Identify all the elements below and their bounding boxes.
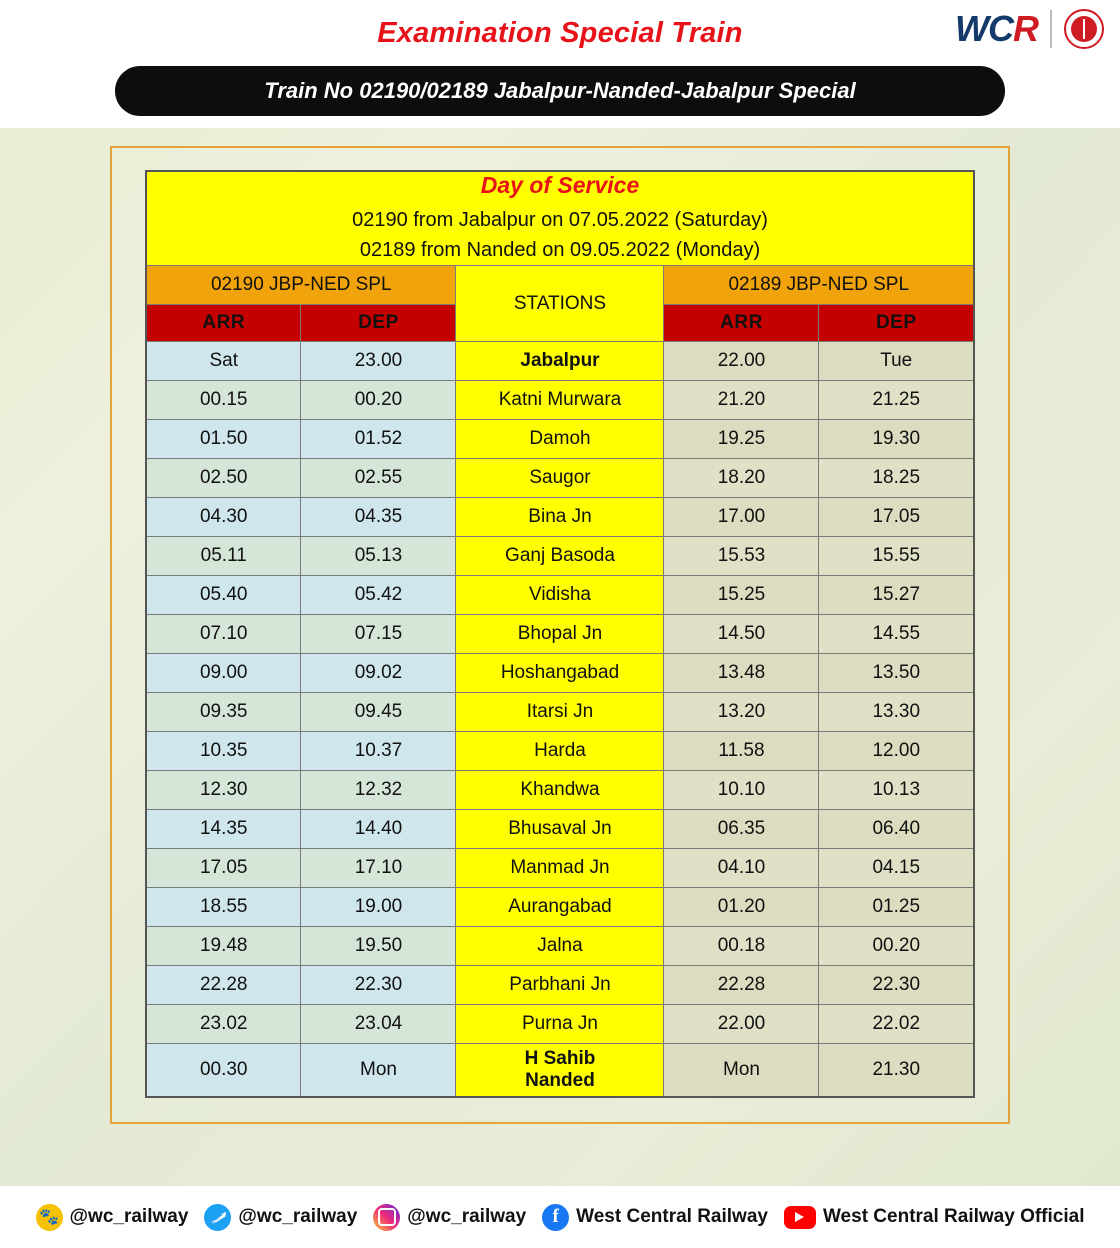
cell-station: Bhopal Jn — [456, 615, 664, 654]
cell-station: Jalna — [456, 927, 664, 966]
cell-left-arr: 05.11 — [146, 537, 301, 576]
table-row — [146, 771, 974, 810]
cell-station: Itarsi Jn — [456, 693, 664, 732]
timetable — [145, 170, 975, 1098]
table-row — [146, 1044, 974, 1097]
cell-left-arr: 12.30 — [146, 771, 301, 810]
cell-left-dep: 14.40 — [301, 810, 456, 849]
cell-left-dep: Mon — [301, 1044, 456, 1097]
cell-left-dep: 22.30 — [301, 966, 456, 1005]
koo-icon: 🐾 — [36, 1204, 63, 1231]
cell-right-arr: 22.00 — [664, 1005, 819, 1044]
cell-station: Harda — [456, 732, 664, 771]
cell-left-arr: 02.50 — [146, 459, 301, 498]
cell-left-dep: 01.52 — [301, 420, 456, 459]
railway-emblem-icon — [1064, 9, 1104, 49]
cell-left-arr: 14.35 — [146, 810, 301, 849]
instagram-icon — [373, 1204, 400, 1231]
cell-left-dep: 05.42 — [301, 576, 456, 615]
subtitle-wrap — [0, 66, 1120, 128]
table-row — [146, 654, 974, 693]
cell-right-arr: 10.10 — [664, 771, 819, 810]
cell-station: Hoshangabad — [456, 654, 664, 693]
cell-right-dep: 22.02 — [819, 1005, 974, 1044]
cell-right-dep: 14.55 — [819, 615, 974, 654]
group-header-row — [146, 266, 974, 305]
cell-station: Damoh — [456, 420, 664, 459]
cell-right-dep: 12.00 — [819, 732, 974, 771]
cell-left-arr: 10.35 — [146, 732, 301, 771]
cell-station: Purna Jn — [456, 1005, 664, 1044]
cell-left-dep: 09.02 — [301, 654, 456, 693]
table-row — [146, 1005, 974, 1044]
table-row — [146, 810, 974, 849]
cell-right-dep: 04.15 — [819, 849, 974, 888]
cell-left-dep: 12.32 — [301, 771, 456, 810]
cell-left-arr: 07.10 — [146, 615, 301, 654]
cell-left-arr: 09.00 — [146, 654, 301, 693]
table-row — [146, 459, 974, 498]
table-row — [146, 420, 974, 459]
cell-right-arr: 22.00 — [664, 342, 819, 381]
cell-right-dep: 21.30 — [819, 1044, 974, 1097]
social-youtube[interactable] — [784, 1206, 1085, 1229]
brand-divider — [1050, 10, 1052, 48]
cell-station: Katni Murwara — [456, 381, 664, 420]
cell-right-dep: 06.40 — [819, 810, 974, 849]
cell-left-dep: 17.10 — [301, 849, 456, 888]
cell-right-arr: 21.20 — [664, 381, 819, 420]
cell-station: Bina Jn — [456, 498, 664, 537]
social-facebook[interactable] — [542, 1204, 768, 1231]
cell-right-arr: 01.20 — [664, 888, 819, 927]
train-number-banner: Train No 02190/02189 Jabalpur-Nanded-Jabalpur Special — [115, 66, 1005, 116]
cell-right-dep: 13.30 — [819, 693, 974, 732]
cell-left-arr: 00.15 — [146, 381, 301, 420]
cell-station: Ganj Basoda — [456, 537, 664, 576]
cell-left-dep: 09.45 — [301, 693, 456, 732]
cell-right-arr: 17.00 — [664, 498, 819, 537]
social-youtube-name: West Central Railway Official — [822, 1206, 1085, 1227]
table-row — [146, 849, 974, 888]
table-row — [146, 693, 974, 732]
col-header-left-arr: ARR — [146, 305, 301, 342]
col-header-left-dep: DEP — [301, 305, 456, 342]
table-row — [146, 342, 974, 381]
social-instagram-handle: @wc_railway — [407, 1206, 527, 1227]
table-row — [146, 615, 974, 654]
table-row — [146, 498, 974, 537]
cell-right-arr: 18.20 — [664, 459, 819, 498]
page-title: Examination Special Train — [377, 16, 743, 49]
group-header-right: 02189 JBP-NED SPL — [664, 266, 974, 305]
table-row — [146, 927, 974, 966]
cell-station: Parbhani Jn — [456, 966, 664, 1005]
cell-right-arr: 14.50 — [664, 615, 819, 654]
timetable-rows — [146, 342, 974, 1097]
table-row — [146, 732, 974, 771]
cell-left-dep: 10.37 — [301, 732, 456, 771]
social-footer — [0, 1186, 1120, 1248]
stations-column-header: STATIONS — [456, 266, 664, 342]
cell-left-dep: 23.04 — [301, 1005, 456, 1044]
wcr-logo-text — [955, 8, 1038, 50]
cell-left-arr: 18.55 — [146, 888, 301, 927]
cell-right-dep: 10.13 — [819, 771, 974, 810]
social-koo[interactable] — [36, 1204, 189, 1231]
cell-right-dep: 15.27 — [819, 576, 974, 615]
cell-right-arr: 11.58 — [664, 732, 819, 771]
cell-left-arr: 22.28 — [146, 966, 301, 1005]
cell-left-dep: 07.15 — [301, 615, 456, 654]
day-of-service-line-1: 02190 from Jabalpur on 07.05.2022 (Saturday) — [352, 209, 768, 231]
cell-left-dep: 04.35 — [301, 498, 456, 537]
col-header-right-arr: ARR — [664, 305, 819, 342]
cell-left-arr: Sat — [146, 342, 301, 381]
railway-emblem-inner-icon — [1071, 16, 1097, 42]
brand-lockup — [955, 8, 1104, 50]
cell-left-dep: 19.50 — [301, 927, 456, 966]
group-header-left: 02190 JBP-NED SPL — [146, 266, 456, 305]
cell-right-arr: 19.25 — [664, 420, 819, 459]
cell-right-arr: 15.25 — [664, 576, 819, 615]
cell-left-dep: 19.00 — [301, 888, 456, 927]
table-row — [146, 537, 974, 576]
cell-left-dep: 05.13 — [301, 537, 456, 576]
cell-right-dep: Tue — [819, 342, 974, 381]
header — [0, 0, 1120, 66]
cell-station: H Sahib Nanded — [456, 1044, 664, 1097]
cell-right-dep: 17.05 — [819, 498, 974, 537]
cell-right-dep: 15.55 — [819, 537, 974, 576]
cell-left-dep: 00.20 — [301, 381, 456, 420]
cell-right-arr: 22.28 — [664, 966, 819, 1005]
cell-right-dep: 22.30 — [819, 966, 974, 1005]
day-of-service-cell — [146, 171, 974, 266]
day-of-service-row — [146, 171, 974, 266]
table-row — [146, 576, 974, 615]
cell-right-arr: Mon — [664, 1044, 819, 1097]
social-koo-handle: @wc_railway — [69, 1206, 189, 1227]
wcr-logo-r: R — [1013, 8, 1038, 49]
cell-station: Saugor — [456, 459, 664, 498]
cell-left-arr: 09.35 — [146, 693, 301, 732]
table-row — [146, 888, 974, 927]
cell-station: Bhusaval Jn — [456, 810, 664, 849]
cell-left-arr: 19.48 — [146, 927, 301, 966]
cell-left-dep: 02.55 — [301, 459, 456, 498]
cell-station: Vidisha — [456, 576, 664, 615]
youtube-icon — [784, 1206, 816, 1229]
cell-left-dep: 23.00 — [301, 342, 456, 381]
cell-left-arr: 00.30 — [146, 1044, 301, 1097]
social-facebook-name: West Central Railway — [576, 1206, 768, 1227]
cell-right-arr: 13.20 — [664, 693, 819, 732]
timetable-panel — [110, 146, 1010, 1124]
cell-right-arr: 06.35 — [664, 810, 819, 849]
cell-station: Jabalpur — [456, 342, 664, 381]
cell-right-dep: 13.50 — [819, 654, 974, 693]
cell-right-dep: 18.25 — [819, 459, 974, 498]
day-of-service-title: Day of Service — [480, 172, 640, 198]
cell-station: Khandwa — [456, 771, 664, 810]
cell-left-arr: 04.30 — [146, 498, 301, 537]
table-row — [146, 381, 974, 420]
cell-right-dep: 19.30 — [819, 420, 974, 459]
cell-station: Manmad Jn — [456, 849, 664, 888]
cell-right-dep: 21.25 — [819, 381, 974, 420]
cell-right-arr: 04.10 — [664, 849, 819, 888]
cell-left-arr: 23.02 — [146, 1005, 301, 1044]
col-header-right-dep: DEP — [819, 305, 974, 342]
table-row — [146, 966, 974, 1005]
cell-left-arr: 17.05 — [146, 849, 301, 888]
cell-right-dep: 01.25 — [819, 888, 974, 927]
cell-right-arr: 00.18 — [664, 927, 819, 966]
cell-left-arr: 05.40 — [146, 576, 301, 615]
cell-right-dep: 00.20 — [819, 927, 974, 966]
social-instagram[interactable] — [373, 1204, 526, 1231]
cell-left-arr: 01.50 — [146, 420, 301, 459]
social-twitter[interactable] — [204, 1204, 357, 1231]
cell-right-arr: 13.48 — [664, 654, 819, 693]
twitter-icon — [204, 1204, 231, 1231]
facebook-icon: f — [542, 1204, 569, 1231]
cell-right-arr: 15.53 — [664, 537, 819, 576]
social-twitter-handle: @wc_railway — [238, 1206, 358, 1227]
wcr-logo-wc: WC — [955, 8, 1013, 49]
cell-station: Aurangabad — [456, 888, 664, 927]
day-of-service-line-2: 02189 from Nanded on 09.05.2022 (Monday) — [359, 239, 761, 261]
